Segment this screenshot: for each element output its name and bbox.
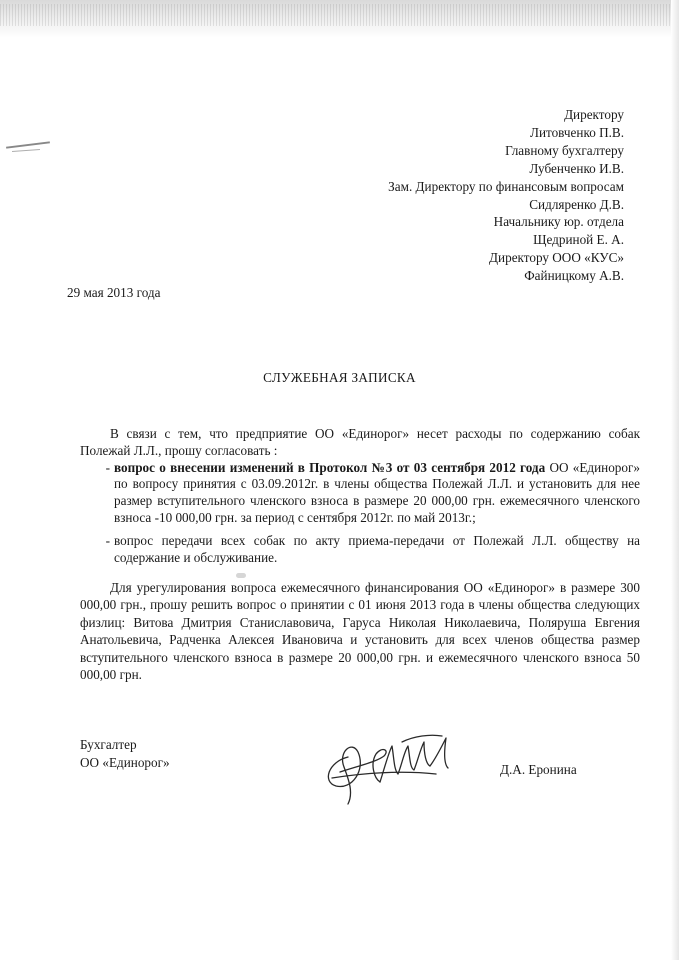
- list-item: [80, 533, 640, 567]
- addressee-line: Лубенченко И.В.: [529, 160, 624, 176]
- list-item-text: вопрос передачи всех собак по акту приема-передачи от Полежай Л.Л. обществу на содержание и обслуживание.: [114, 532, 640, 565]
- signatory-organization: ОО «Единорог»: [80, 754, 170, 770]
- addressee-line: Главному бухгалтеру: [505, 142, 624, 158]
- scan-noise: [0, 4, 679, 26]
- signature-stroke: [430, 738, 448, 768]
- list-dash: -: [105, 459, 110, 475]
- list-dash: -: [105, 532, 110, 548]
- signatory-role: [80, 736, 170, 772]
- memo-body: [80, 426, 640, 566]
- stray-pen-mark: [6, 141, 50, 148]
- funding-paragraph: Для урегулирования вопроса ежемесячного финансирования ОО «Единорог» в размере 300 000,00 грн., прошу решить вопрос о принятии с 01 июня 2013 года в члены общества следующих физлиц: Витова Дмитрия Станиславовича, Гаруса Николая Николаевича, Поляруша Евгения Анатольевича, Радченка Алексея Ивановича и установить для всех членов общества размер вступительного членского взноса в размере 20 000,00 грн. и ежемесячного членского взноса 50 000,00 грн.: [80, 580, 640, 683]
- handwritten-signature: [318, 712, 458, 812]
- addressee-block: [244, 106, 624, 285]
- signature-stroke: [380, 742, 430, 782]
- document-title: СЛУЖЕБНАЯ ЗАПИСКА: [263, 370, 416, 385]
- addressee-line: Директору: [564, 107, 624, 122]
- scan-smudge: [236, 573, 246, 578]
- stray-pen-mark-2: [12, 149, 40, 152]
- request-list: [80, 460, 640, 567]
- scan-edge-right: [671, 0, 679, 960]
- addressee-line: Щедриной Е. А.: [533, 232, 624, 248]
- addressee-line: Начальнику юр. отдела: [493, 214, 624, 230]
- addressee-line: Литовченко П.В.: [530, 124, 624, 140]
- list-item-text: ОО «Единорог» по вопросу принятия с 03.09.2012г. в члены общества Полежай Л.Л. и установить для нее размер вступительного членского взноса в размере 20 000,00 грн. ежемесячного членского взноса -10 000,00 грн. за период с сентября 2012г. по май 2013г.;: [114, 459, 640, 525]
- list-item: [80, 460, 640, 527]
- addressee-line: Зам. Директору по финансовым вопросам: [388, 178, 624, 194]
- signatory-position: Бухгалтер: [80, 737, 137, 752]
- addressee-line: Директору ООО «КУС»: [489, 250, 624, 266]
- signatory-name: Д.А. Еронина: [500, 762, 577, 777]
- signature-stroke: [402, 735, 442, 742]
- document-date: 29 мая 2013 года: [67, 285, 161, 300]
- addressee-line: Сидляренко Д.В.: [529, 196, 624, 212]
- list-item-bold-text: вопрос о внесении изменений в Протокол №3 от 03 сентября 2012 года: [114, 459, 546, 475]
- intro-paragraph: В связи с тем, что предприятие ОО «Единорог» несет расходы по содержанию собак Полежай Л.Л., прошу согласовать :: [80, 426, 640, 458]
- addressee-line: Файницкому А.В.: [524, 268, 624, 284]
